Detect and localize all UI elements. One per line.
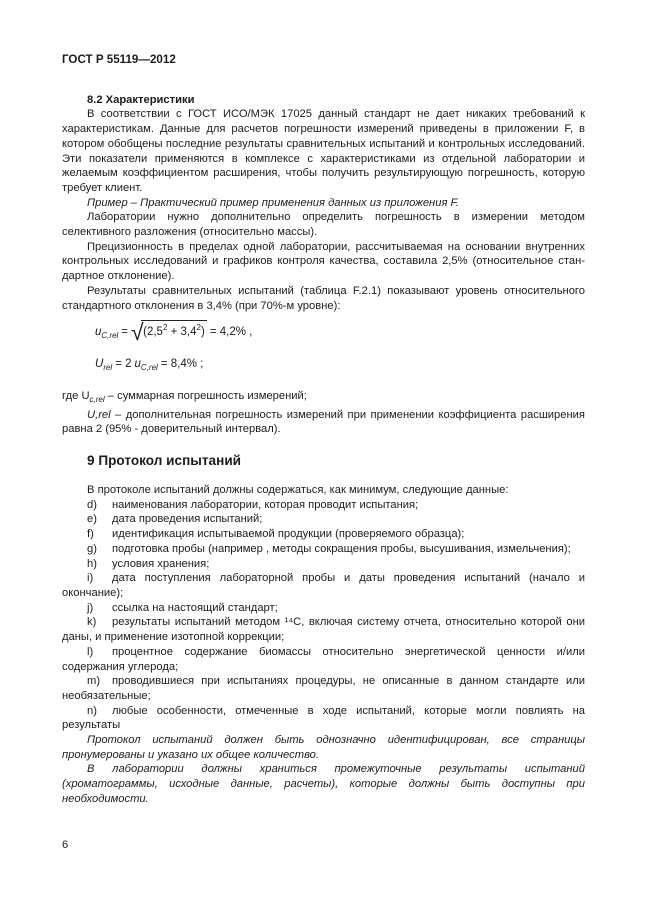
item-label: e) bbox=[87, 513, 97, 526]
item-label: j) bbox=[87, 601, 94, 614]
item-text: процентное содержание биомассы относительно энергетической ценности и/или содержания углерода; bbox=[62, 645, 585, 673]
para-comparative-results: Результаты сравнительных испытаний (таблица F.2.1) показывают уровень относительного стандартного отклонения в 3,4% (при 70%-м уровне): bbox=[62, 284, 585, 312]
para-lab-additional: Лаборатории нужно дополнительно определить погрешность в измерении методом селективного разложения (относительно массы). bbox=[62, 211, 585, 239]
equals-sign: = bbox=[121, 326, 129, 339]
where-definition-text: – суммарная погрешность измерений; bbox=[104, 389, 307, 402]
where-prefix: где bbox=[62, 389, 82, 402]
formula-variable: u bbox=[95, 326, 102, 339]
formula-radicand bbox=[141, 320, 207, 340]
item-label: m) bbox=[87, 675, 101, 688]
item-text: любые особенности, отмеченные в ходе испытаний, которые могли повлиять на результаты bbox=[62, 704, 585, 732]
item-text: условия хранения; bbox=[112, 557, 210, 570]
exponent: 2 bbox=[196, 323, 201, 333]
para-example: Пример – Практический пример применения данных из приложения F. bbox=[87, 196, 460, 209]
protocol-item-d bbox=[62, 498, 585, 513]
protocol-item-n bbox=[62, 704, 585, 733]
exponent: 2 bbox=[162, 323, 168, 333]
radicand-close: ) bbox=[200, 326, 205, 339]
note-lab-storage: В лаборатории должны храниться промежуточные результаты испытаний (хроматограммы, исходные данные, расчеты), которые должны быть доступны при необходимости. bbox=[62, 763, 585, 805]
para-iso-requirements: В соответствии с ГОСТ ИСО/МЭК 17025 данный стандарт не дает никаких требований к характеристикам. Данные для расчетов погрешности измерений приведены в приложении F, в котором обобщены последние результаты сравнительных испытаний и контрольных исследований. Эти показатели применяются в комплексе с характеристиками из отдельной лаборатории и желаемым коэффициентом расширения, чтобы получить результирующую погрешность, которую требует клиент. bbox=[62, 108, 585, 194]
where-variable: U,rel bbox=[87, 408, 111, 421]
protocol-item-j bbox=[62, 601, 585, 616]
item-label: g) bbox=[87, 542, 97, 555]
item-text: наименования лаборатории, которая проводит испытания; bbox=[112, 498, 419, 511]
square-root-icon: √ bbox=[131, 319, 144, 346]
page-header-standard-number: ГОСТ Р 55119—2012 bbox=[62, 53, 176, 66]
protocol-item-g bbox=[62, 542, 585, 557]
item-text: ссылка на настоящий стандарт; bbox=[112, 601, 278, 614]
note-protocol-identification: Протокол испытаний должен быть однозначно идентифицирован, все страницы пронумерованы и указано их общее количество. bbox=[62, 734, 585, 761]
item-label: n) bbox=[87, 704, 97, 717]
item-label: l) bbox=[87, 645, 94, 658]
item-label: i) bbox=[87, 572, 94, 585]
protocol-item-l bbox=[62, 645, 585, 674]
item-text: идентификация испытываемой продукции (проверяемого образца); bbox=[112, 528, 465, 541]
item-label: h) bbox=[87, 557, 97, 570]
item-text: подготовка пробы (например , методы сокращения пробы, высушивания, измельчения); bbox=[112, 542, 571, 555]
radicand-open: (2,5 bbox=[143, 326, 163, 339]
protocol-item-h bbox=[62, 557, 585, 572]
page-content bbox=[62, 53, 585, 807]
para-protocol-intro: В протоколе испытаний должны содержаться, как минимум, следующие данные: bbox=[87, 484, 509, 497]
page-number: 6 bbox=[62, 839, 69, 851]
protocol-item-i bbox=[62, 571, 585, 600]
formula-result: = 8,4% ; bbox=[160, 358, 204, 371]
item-text: проводившиеся при испытаниях процедуры, не описанные в данном стандарте или необязательные; bbox=[62, 675, 585, 702]
protocol-item-e bbox=[62, 512, 585, 527]
formula-result: = 4,2% , bbox=[209, 326, 253, 339]
item-text: дата поступления лабораторной пробы и даты проведения испытаний (начало и окончание); bbox=[62, 572, 585, 599]
item-text: результаты испытаний методом ¹⁴С, включая систему отчета, относительно которой они даны, и применение изотопной коррекции; bbox=[62, 616, 585, 644]
formula-variable: U bbox=[95, 358, 104, 371]
formula-variable: u bbox=[134, 358, 141, 371]
item-label: k) bbox=[87, 616, 97, 629]
formula-variable-subscript: C,rel bbox=[140, 363, 158, 373]
protocol-item-k bbox=[62, 615, 585, 644]
section-9-heading: 9 Протокол испытаний bbox=[87, 453, 242, 469]
item-text: дата проведения испытаний; bbox=[112, 513, 263, 526]
where-definition-2 bbox=[62, 408, 585, 437]
formula-expanded-uncertainty bbox=[95, 357, 585, 376]
item-label: f) bbox=[87, 528, 94, 541]
where-definition-text: – дополнительная погрешность измерений при применении коэффициента расширения равна 2 (95% - доверительный интервал). bbox=[62, 408, 585, 436]
para-precision: Прецизионность в пределах одной лаборатории, рассчитываемая на основании внутренних контрольных исследований и графиков контроля качества, составила 2,5% (относительное стандартное отклонение). bbox=[62, 240, 585, 283]
formula-combined-uncertainty bbox=[95, 320, 585, 344]
protocol-item-f bbox=[62, 527, 585, 542]
where-variable-subscript: c,rel bbox=[89, 394, 105, 404]
equals-sign: = 2 bbox=[115, 358, 132, 371]
protocol-item-m bbox=[62, 674, 585, 703]
item-label: d) bbox=[87, 498, 97, 511]
where-variable: U bbox=[81, 389, 90, 402]
formula-variable-subscript: rel bbox=[103, 363, 113, 373]
section-8-2-heading: 8.2 Характеристики bbox=[87, 93, 195, 106]
radicand-mid: + 3,4 bbox=[167, 326, 197, 339]
where-definition-1 bbox=[62, 389, 585, 408]
formula-variable-subscript: C,rel bbox=[101, 331, 119, 341]
